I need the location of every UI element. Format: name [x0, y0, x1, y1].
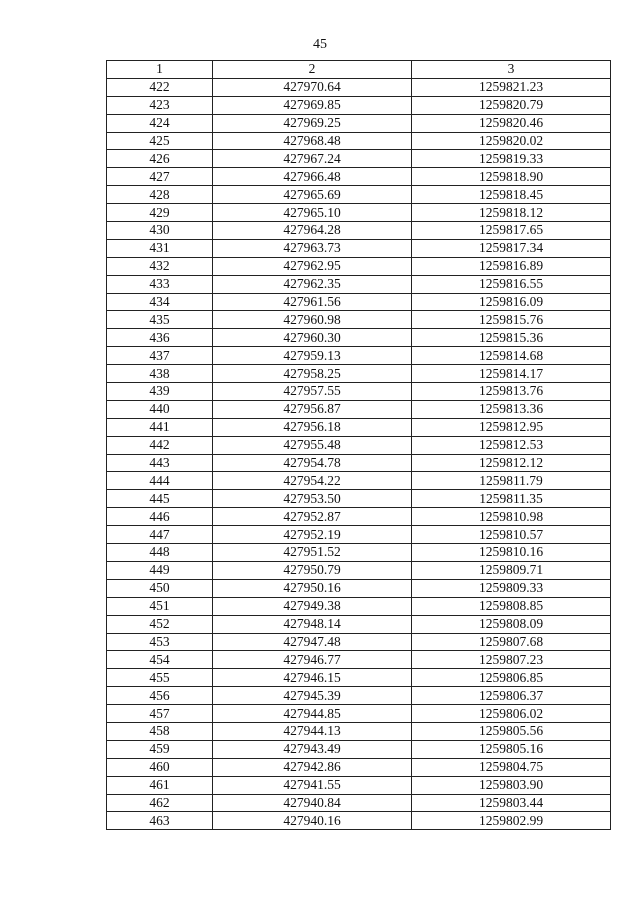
coordinate-y-cell: 1259810.57 [412, 526, 611, 544]
table-row [107, 383, 611, 401]
coordinate-y-cell: 1259808.09 [412, 615, 611, 633]
coordinate-x-cell: 427958.25 [213, 365, 412, 383]
coordinate-x-cell: 427953.50 [213, 490, 412, 508]
coordinate-x-cell: 427960.30 [213, 329, 412, 347]
point-number-cell: 458 [107, 722, 213, 740]
point-number-cell: 460 [107, 758, 213, 776]
coordinate-x-cell: 427965.69 [213, 186, 412, 204]
table-row [107, 222, 611, 240]
coordinate-y-cell: 1259811.35 [412, 490, 611, 508]
point-number-cell: 457 [107, 705, 213, 723]
point-number-cell: 455 [107, 669, 213, 687]
coordinate-x-cell: 427970.64 [213, 78, 412, 96]
coordinate-x-cell: 427956.18 [213, 418, 412, 436]
coordinate-y-cell: 1259816.89 [412, 257, 611, 275]
coordinate-y-cell: 1259820.79 [412, 96, 611, 114]
point-number-cell: 423 [107, 96, 213, 114]
table-row [107, 669, 611, 687]
table-row [107, 776, 611, 794]
coordinate-x-cell: 427960.98 [213, 311, 412, 329]
coordinate-y-cell: 1259812.12 [412, 454, 611, 472]
point-number-cell: 443 [107, 454, 213, 472]
point-number-cell: 452 [107, 615, 213, 633]
coordinate-x-cell: 427963.73 [213, 239, 412, 257]
coordinate-x-cell: 427964.28 [213, 222, 412, 240]
point-number-cell: 441 [107, 418, 213, 436]
table-row [107, 472, 611, 490]
coordinate-y-cell: 1259803.44 [412, 794, 611, 812]
coordinate-y-cell: 1259806.85 [412, 669, 611, 687]
table-row [107, 794, 611, 812]
coordinate-x-cell: 427954.78 [213, 454, 412, 472]
coordinate-x-cell: 427968.48 [213, 132, 412, 150]
table-row [107, 740, 611, 758]
coordinate-x-cell: 427966.48 [213, 168, 412, 186]
coordinate-x-cell: 427952.87 [213, 508, 412, 526]
point-number-cell: 427 [107, 168, 213, 186]
point-number-cell: 425 [107, 132, 213, 150]
coordinate-x-cell: 427950.79 [213, 561, 412, 579]
point-number-cell: 430 [107, 222, 213, 240]
table-row [107, 633, 611, 651]
coordinate-y-cell: 1259802.99 [412, 812, 611, 830]
point-number-cell: 437 [107, 347, 213, 365]
table-row [107, 96, 611, 114]
column-header-3: 3 [412, 61, 611, 79]
table-row [107, 812, 611, 830]
table-row [107, 365, 611, 383]
column-header-1: 1 [107, 61, 213, 79]
point-number-cell: 432 [107, 257, 213, 275]
coordinate-y-cell: 1259814.17 [412, 365, 611, 383]
point-number-cell: 451 [107, 597, 213, 615]
coordinate-x-cell: 427947.48 [213, 633, 412, 651]
point-number-cell: 453 [107, 633, 213, 651]
coordinate-y-cell: 1259811.79 [412, 472, 611, 490]
coordinate-x-cell: 427969.25 [213, 114, 412, 132]
coordinate-y-cell: 1259815.76 [412, 311, 611, 329]
point-number-cell: 435 [107, 311, 213, 329]
table-row [107, 508, 611, 526]
point-number-cell: 462 [107, 794, 213, 812]
coordinate-x-cell: 427944.13 [213, 722, 412, 740]
coordinate-x-cell: 427940.16 [213, 812, 412, 830]
table-row [107, 186, 611, 204]
point-number-cell: 463 [107, 812, 213, 830]
table-header [107, 61, 611, 79]
point-number-cell: 428 [107, 186, 213, 204]
table-row [107, 114, 611, 132]
point-number-cell: 456 [107, 687, 213, 705]
table-row [107, 490, 611, 508]
point-number-cell: 426 [107, 150, 213, 168]
table-row [107, 132, 611, 150]
point-number-cell: 433 [107, 275, 213, 293]
table-row [107, 204, 611, 222]
column-header-2: 2 [213, 61, 412, 79]
table-row [107, 239, 611, 257]
coordinate-y-cell: 1259804.75 [412, 758, 611, 776]
coordinate-y-cell: 1259820.02 [412, 132, 611, 150]
point-number-cell: 444 [107, 472, 213, 490]
coordinate-x-cell: 427961.56 [213, 293, 412, 311]
coordinate-x-cell: 427946.15 [213, 669, 412, 687]
coordinate-y-cell: 1259818.45 [412, 186, 611, 204]
coordinate-x-cell: 427957.55 [213, 383, 412, 401]
coordinate-y-cell: 1259812.95 [412, 418, 611, 436]
table-row [107, 687, 611, 705]
coordinate-x-cell: 427956.87 [213, 400, 412, 418]
table-row [107, 705, 611, 723]
coordinate-x-cell: 427949.38 [213, 597, 412, 615]
coordinate-x-cell: 427950.16 [213, 579, 412, 597]
point-number-cell: 422 [107, 78, 213, 96]
point-number-cell: 438 [107, 365, 213, 383]
point-number-cell: 446 [107, 508, 213, 526]
point-number-cell: 424 [107, 114, 213, 132]
point-number-cell: 450 [107, 579, 213, 597]
coordinate-x-cell: 427945.39 [213, 687, 412, 705]
coordinate-y-cell: 1259813.36 [412, 400, 611, 418]
table-row [107, 150, 611, 168]
table-row [107, 257, 611, 275]
table-row [107, 722, 611, 740]
coordinate-x-cell: 427940.84 [213, 794, 412, 812]
coordinate-y-cell: 1259810.16 [412, 544, 611, 562]
coordinate-y-cell: 1259807.68 [412, 633, 611, 651]
point-number-cell: 440 [107, 400, 213, 418]
table-row [107, 347, 611, 365]
point-number-cell: 442 [107, 436, 213, 454]
coordinate-y-cell: 1259817.65 [412, 222, 611, 240]
coordinate-y-cell: 1259808.85 [412, 597, 611, 615]
coordinate-y-cell: 1259803.90 [412, 776, 611, 794]
coordinate-x-cell: 427941.55 [213, 776, 412, 794]
coordinate-y-cell: 1259809.33 [412, 579, 611, 597]
table-row [107, 544, 611, 562]
coordinate-x-cell: 427959.13 [213, 347, 412, 365]
table-body [107, 78, 611, 829]
coordinate-y-cell: 1259812.53 [412, 436, 611, 454]
coordinate-y-cell: 1259805.56 [412, 722, 611, 740]
point-number-cell: 429 [107, 204, 213, 222]
table-row [107, 579, 611, 597]
coordinate-x-cell: 427969.85 [213, 96, 412, 114]
table-row [107, 418, 611, 436]
coordinate-x-cell: 427948.14 [213, 615, 412, 633]
point-number-cell: 436 [107, 329, 213, 347]
table-row [107, 329, 611, 347]
table-row [107, 436, 611, 454]
table-row [107, 311, 611, 329]
coordinate-x-cell: 427943.49 [213, 740, 412, 758]
page-number: 45 [313, 37, 327, 52]
coordinates-table [106, 60, 611, 830]
header-row [107, 61, 611, 79]
coordinate-x-cell: 427955.48 [213, 436, 412, 454]
table-row [107, 454, 611, 472]
coordinate-y-cell: 1259817.34 [412, 239, 611, 257]
coordinate-y-cell: 1259818.12 [412, 204, 611, 222]
point-number-cell: 454 [107, 651, 213, 669]
coordinate-x-cell: 427967.24 [213, 150, 412, 168]
coordinate-x-cell: 427944.85 [213, 705, 412, 723]
table-row [107, 526, 611, 544]
table-row [107, 615, 611, 633]
table-row [107, 651, 611, 669]
coordinate-y-cell: 1259810.98 [412, 508, 611, 526]
table-row [107, 758, 611, 776]
coordinate-y-cell: 1259813.76 [412, 383, 611, 401]
coordinate-y-cell: 1259809.71 [412, 561, 611, 579]
coordinate-x-cell: 427954.22 [213, 472, 412, 490]
table-row [107, 561, 611, 579]
point-number-cell: 434 [107, 293, 213, 311]
point-number-cell: 431 [107, 239, 213, 257]
table-row [107, 78, 611, 96]
point-number-cell: 449 [107, 561, 213, 579]
coordinate-x-cell: 427942.86 [213, 758, 412, 776]
coordinate-y-cell: 1259806.02 [412, 705, 611, 723]
coordinate-x-cell: 427965.10 [213, 204, 412, 222]
coordinate-y-cell: 1259805.16 [412, 740, 611, 758]
point-number-cell: 447 [107, 526, 213, 544]
coordinate-x-cell: 427951.52 [213, 544, 412, 562]
coordinate-y-cell: 1259816.55 [412, 275, 611, 293]
coordinate-y-cell: 1259806.37 [412, 687, 611, 705]
coordinate-y-cell: 1259814.68 [412, 347, 611, 365]
table-row [107, 293, 611, 311]
table-row [107, 168, 611, 186]
table-row [107, 275, 611, 293]
coordinate-x-cell: 427952.19 [213, 526, 412, 544]
coordinate-y-cell: 1259816.09 [412, 293, 611, 311]
coordinate-y-cell: 1259815.36 [412, 329, 611, 347]
coordinate-y-cell: 1259807.23 [412, 651, 611, 669]
coordinate-y-cell: 1259818.90 [412, 168, 611, 186]
point-number-cell: 445 [107, 490, 213, 508]
coordinate-y-cell: 1259821.23 [412, 78, 611, 96]
point-number-cell: 439 [107, 383, 213, 401]
table-row [107, 597, 611, 615]
point-number-cell: 461 [107, 776, 213, 794]
coordinate-x-cell: 427962.35 [213, 275, 412, 293]
point-number-cell: 459 [107, 740, 213, 758]
coordinate-x-cell: 427946.77 [213, 651, 412, 669]
coordinate-y-cell: 1259820.46 [412, 114, 611, 132]
table-row [107, 400, 611, 418]
point-number-cell: 448 [107, 544, 213, 562]
coordinate-x-cell: 427962.95 [213, 257, 412, 275]
coordinate-y-cell: 1259819.33 [412, 150, 611, 168]
